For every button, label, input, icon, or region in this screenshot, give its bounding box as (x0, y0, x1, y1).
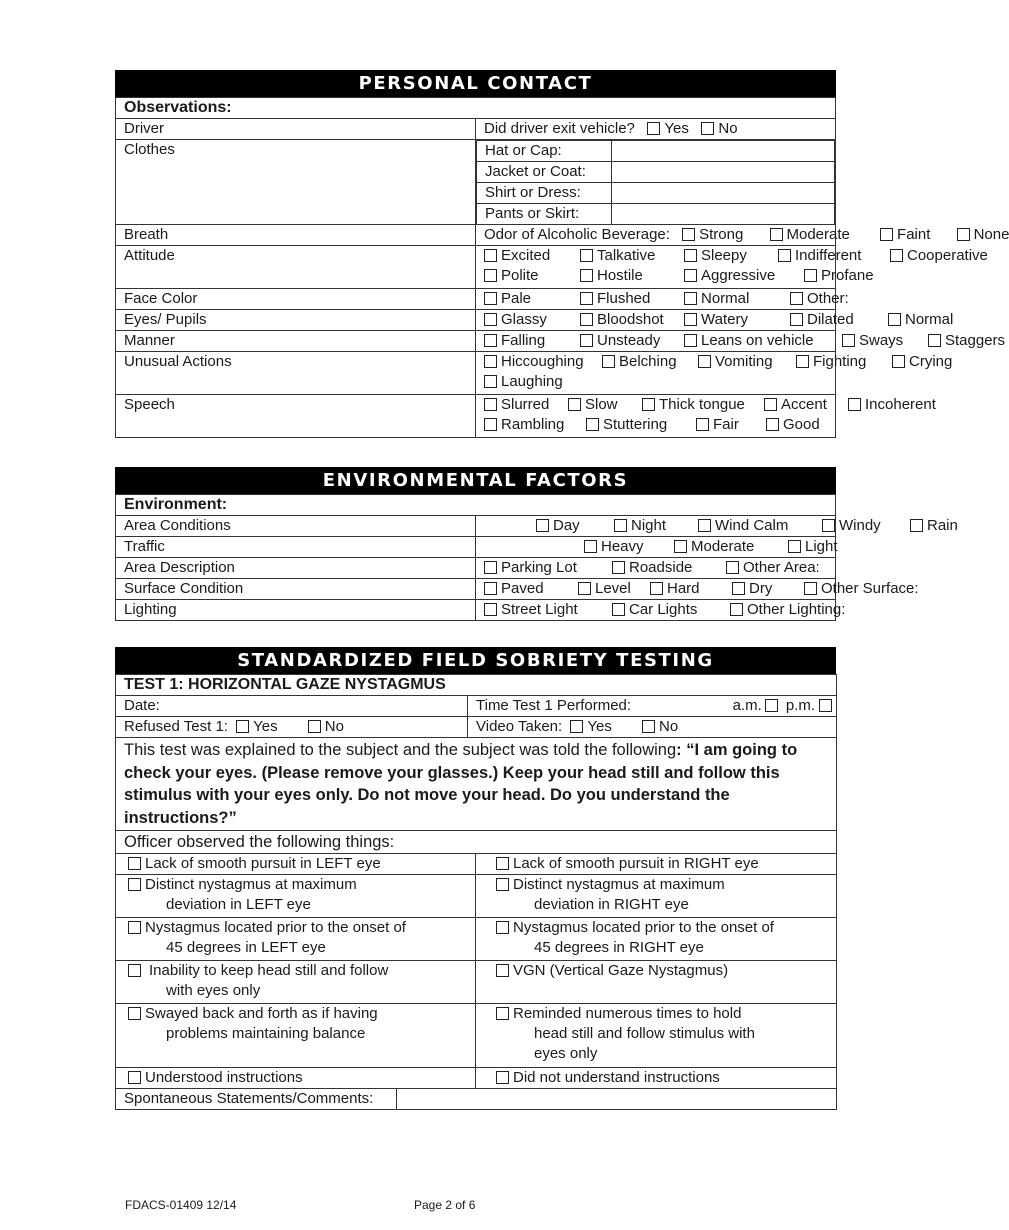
obs-vgn-label: VGN (Vertical Gaze Nystagmus) (513, 962, 729, 979)
traffic-row (116, 537, 836, 558)
hat-label: Hat or Cap: (477, 141, 612, 162)
refused-test-label: Refused Test 1: (124, 718, 228, 735)
traffic-moderate-checkbox[interactable] (674, 540, 687, 553)
obs-not-understood-checkbox[interactable] (496, 1071, 509, 1084)
obs-head-still-checkbox[interactable] (128, 964, 141, 977)
area-parking-lot-label: Parking Lot (501, 559, 577, 576)
statements-field[interactable] (397, 1089, 837, 1110)
area-roadside-checkbox[interactable] (612, 561, 625, 574)
obs-understood-checkbox[interactable] (128, 1071, 141, 1084)
attitude-indifferent-checkbox[interactable] (778, 249, 791, 262)
attitude-excited-checkbox[interactable] (484, 249, 497, 262)
breath-moderate-checkbox[interactable] (770, 228, 783, 241)
face-pale-checkbox[interactable] (484, 292, 497, 305)
breath-strong-label: Strong (699, 226, 744, 243)
area-roadside-label: Roadside (629, 559, 693, 576)
face-color-label: Face Color (116, 289, 476, 310)
obs-swayed-cont: problems maintaining balance (166, 1025, 366, 1042)
instructions-row (116, 738, 837, 831)
obs-left-max-deviation-cont: deviation in LEFT eye (166, 896, 311, 913)
attitude-aggressive-checkbox[interactable] (684, 269, 697, 282)
attitude-sleepy-checkbox[interactable] (684, 249, 697, 262)
attitude-excited-label: Excited (501, 247, 551, 264)
manner-falling-label: Falling (501, 332, 546, 349)
refused-yes-checkbox[interactable] (236, 720, 249, 733)
obs-left-onset-cont: 45 degrees in LEFT eye (166, 939, 326, 956)
clothes-row (116, 140, 836, 225)
surface-hard-label: Hard (667, 580, 700, 597)
obs-right-onset-label: Nystagmus located prior to the onset of (513, 919, 774, 936)
obs-reminded-cont: head still and follow stimulus with (534, 1025, 755, 1042)
video-taken-label: Video Taken: (476, 718, 563, 735)
traffic-moderate-label: Moderate (691, 538, 755, 555)
surface-other-label: Other Surface: (821, 580, 919, 597)
manner-leans-checkbox[interactable] (684, 334, 697, 347)
speech-fair-label: Fair (713, 416, 739, 433)
instructions-plain: This test was explained to the subject and the subject was told the following (124, 741, 677, 759)
obs-row-2 (116, 875, 837, 918)
obs-left-onset-checkbox[interactable] (128, 921, 141, 934)
area-description-row (116, 558, 836, 579)
speech-good-checkbox[interactable] (766, 418, 779, 431)
obs-head-still-cont: with eyes only (166, 982, 261, 999)
manner-unsteady-label: Unsteady (597, 332, 661, 349)
unusual-fighting-checkbox[interactable] (796, 355, 809, 368)
breath-moderate-label: Moderate (786, 226, 850, 243)
speech-slow-label: Slow (585, 396, 618, 413)
area-wind-calm-checkbox[interactable] (698, 519, 711, 532)
unusual-belching-checkbox[interactable] (602, 355, 615, 368)
breath-none-checkbox[interactable] (957, 228, 970, 241)
clothes-label: Clothes (116, 140, 476, 225)
speech-label: Speech (116, 395, 476, 438)
face-normal-checkbox[interactable] (684, 292, 697, 305)
driver-exit-no-checkbox[interactable] (701, 122, 714, 135)
eyes-dilated-checkbox[interactable] (790, 313, 803, 326)
shirt-field[interactable] (612, 183, 835, 204)
speech-good-label: Good (783, 416, 820, 433)
environmental-factors-title: ENVIRONMENTAL FACTORS (115, 467, 836, 494)
unusual-hiccoughing-label: Hiccoughing (501, 353, 584, 370)
surface-dry-checkbox[interactable] (732, 582, 745, 595)
driver-row (116, 119, 836, 140)
unusual-actions-row (116, 352, 836, 395)
observed-row (116, 831, 837, 854)
lighting-street-checkbox[interactable] (484, 603, 497, 616)
environmental-factors-section (115, 467, 958, 621)
eyes-normal-checkbox[interactable] (888, 313, 901, 326)
speech-thick-tongue-label: Thick tongue (659, 396, 745, 413)
traffic-light-checkbox[interactable] (788, 540, 801, 553)
lighting-label: Lighting (116, 600, 476, 621)
statements-label: Spontaneous Statements/Comments: (116, 1089, 397, 1110)
attitude-profane-checkbox[interactable] (804, 269, 817, 282)
statements-table (115, 1089, 837, 1110)
obs-row-6 (116, 1068, 837, 1089)
personal-contact-table (115, 97, 1009, 438)
observations-grid (115, 854, 837, 1089)
unusual-hiccoughing-checkbox[interactable] (484, 355, 497, 368)
obs-left-onset-label: Nystagmus located prior to the onset of (145, 919, 406, 936)
driver-exit-question: Did driver exit vehicle? (484, 120, 635, 137)
eyes-bloodshot-checkbox[interactable] (580, 313, 593, 326)
manner-sways-checkbox[interactable] (842, 334, 855, 347)
speech-thick-tongue-checkbox[interactable] (642, 398, 655, 411)
lighting-row (116, 600, 836, 621)
lighting-car-label: Car Lights (629, 601, 698, 618)
area-windy-label: Windy (839, 517, 881, 534)
manner-row (116, 331, 836, 352)
video-no-checkbox[interactable] (642, 720, 655, 733)
breath-strong-checkbox[interactable] (682, 228, 695, 241)
unusual-fighting-label: Fighting (813, 353, 867, 370)
face-color-row (116, 289, 836, 310)
face-pale-label: Pale (501, 290, 532, 307)
observations-heading: Observations: (116, 98, 836, 119)
pants-field[interactable] (612, 204, 835, 225)
eyes-pupils-row (116, 310, 836, 331)
speech-rambling-checkbox[interactable] (484, 418, 497, 431)
face-flushed-label: Flushed (597, 290, 651, 307)
speech-slurred-label: Slurred (501, 396, 550, 413)
attitude-hostile-label: Hostile (597, 267, 643, 284)
attitude-indifferent-label: Indifferent (795, 247, 862, 264)
date-label: Date: (124, 697, 160, 714)
driver-exit-yes-checkbox[interactable] (647, 122, 660, 135)
speech-slurred-checkbox[interactable] (484, 398, 497, 411)
surface-paved-label: Paved (501, 580, 544, 597)
surface-hard-checkbox[interactable] (650, 582, 663, 595)
pm-checkbox[interactable] (819, 699, 832, 712)
manner-unsteady-checkbox[interactable] (580, 334, 593, 347)
driver-label: Driver (116, 119, 476, 140)
environmental-factors-table (115, 494, 958, 621)
video-no-label: No (659, 718, 679, 735)
manner-sways-label: Sways (859, 332, 904, 349)
obs-swayed-label: Swayed back and forth as if having (145, 1005, 378, 1022)
speech-slow-checkbox[interactable] (568, 398, 581, 411)
pants-label: Pants or Skirt: (477, 204, 612, 225)
attitude-polite-checkbox[interactable] (484, 269, 497, 282)
face-other-checkbox[interactable] (790, 292, 803, 305)
traffic-heavy-checkbox[interactable] (584, 540, 597, 553)
eyes-glassy-label: Glassy (501, 311, 547, 328)
refused-no-checkbox[interactable] (308, 720, 321, 733)
obs-left-max-deviation-checkbox[interactable] (128, 878, 141, 891)
speech-incoherent-checkbox[interactable] (848, 398, 861, 411)
face-normal-label: Normal (701, 290, 750, 307)
area-other-checkbox[interactable] (726, 561, 739, 574)
breath-row (116, 225, 836, 246)
attitude-talkative-label: Talkative (597, 247, 656, 264)
unusual-laughing-checkbox[interactable] (484, 375, 497, 388)
speech-incoherent-label: Incoherent (865, 396, 936, 413)
speech-row (116, 395, 836, 438)
manner-staggers-label: Staggers (945, 332, 1006, 349)
breath-faint-label: Faint (897, 226, 931, 243)
time-performed-label: Time Test 1 Performed: (476, 697, 632, 714)
eyes-pupils-label: Eyes/ Pupils (116, 310, 476, 331)
obs-row-5 (116, 1004, 837, 1068)
attitude-label: Attitude (116, 246, 476, 289)
attitude-cooperative-checkbox[interactable] (890, 249, 903, 262)
obs-reminded-label: Reminded numerous times to hold (513, 1005, 742, 1022)
obs-understood-label: Understood instructions (145, 1069, 303, 1086)
attitude-hostile-checkbox[interactable] (580, 269, 593, 282)
test1-heading: TEST 1: HORIZONTAL GAZE NYSTAGMUS (116, 675, 837, 696)
lighting-other-label: Other Lighting: (747, 601, 846, 618)
unusual-crying-label: Crying (909, 353, 953, 370)
obs-reminded-cont-2: eyes only (534, 1045, 598, 1062)
jacket-field[interactable] (612, 162, 835, 183)
traffic-heavy-label: Heavy (601, 538, 644, 555)
area-day-label: Day (553, 517, 580, 534)
surface-condition-row (116, 579, 836, 600)
refused-yes-label: Yes (253, 718, 278, 735)
eyes-normal-label: Normal (905, 311, 954, 328)
attitude-cooperative-label: Cooperative (907, 247, 988, 264)
sfst-title: STANDARDIZED FIELD SOBRIETY TESTING (115, 647, 836, 674)
area-wind-calm-label: Wind Calm (715, 517, 789, 534)
speech-stuttering-label: Stuttering (603, 416, 668, 433)
refused-video-row (116, 717, 837, 738)
refused-no-label: No (324, 718, 344, 735)
obs-right-onset-checkbox[interactable] (496, 921, 509, 934)
surface-dry-label: Dry (749, 580, 773, 597)
yes-label: Yes (664, 120, 689, 137)
instructions-bold: : “I am going to check your eyes. (Please remove your glasses.) Keep your head still and follow this stimulus with your eyes only. Do not move your head. Do you understand the instructions?” (124, 741, 798, 827)
date-time-row (116, 696, 837, 717)
surface-condition-label: Surface Condition (116, 579, 476, 600)
am-label: a.m. (732, 697, 762, 714)
area-night-checkbox[interactable] (614, 519, 627, 532)
obs-right-max-deviation-checkbox[interactable] (496, 878, 509, 891)
eyes-watery-label: Watery (701, 311, 748, 328)
page-number: Page 2 of 6 (414, 1198, 476, 1212)
area-rain-label: Rain (927, 517, 958, 534)
obs-vgn-checkbox[interactable] (496, 964, 509, 977)
manner-leans-label: Leans on vehicle (701, 332, 814, 349)
area-description-label: Area Description (116, 558, 476, 579)
sfst-table (115, 674, 837, 854)
breath-faint-checkbox[interactable] (880, 228, 893, 241)
date-field[interactable] (116, 696, 468, 717)
area-parking-lot-checkbox[interactable] (484, 561, 497, 574)
lighting-car-checkbox[interactable] (612, 603, 625, 616)
no-label: No (718, 120, 738, 137)
instructions-text (116, 738, 837, 831)
traffic-label: Traffic (116, 537, 476, 558)
eyes-glassy-checkbox[interactable] (484, 313, 497, 326)
obs-swayed-checkbox[interactable] (128, 1007, 141, 1020)
manner-falling-checkbox[interactable] (484, 334, 497, 347)
speech-fair-checkbox[interactable] (696, 418, 709, 431)
area-rain-checkbox[interactable] (910, 519, 923, 532)
environment-heading: Environment: (116, 495, 836, 516)
surface-other-checkbox[interactable] (804, 582, 817, 595)
area-conditions-row (116, 516, 836, 537)
manner-label: Manner (116, 331, 476, 352)
attitude-aggressive-label: Aggressive (701, 267, 776, 284)
obs-left-max-deviation-label: Distinct nystagmus at maximum (145, 876, 357, 893)
lighting-other-checkbox[interactable] (730, 603, 743, 616)
area-night-label: Night (631, 517, 667, 534)
obs-head-still-label: Inability to keep head still and follow (149, 962, 389, 979)
attitude-profane-label: Profane (821, 267, 874, 284)
eyes-bloodshot-label: Bloodshot (597, 311, 664, 328)
obs-not-understood-label: Did not understand instructions (513, 1069, 720, 1086)
pm-label: p.m. (785, 697, 816, 714)
unusual-actions-label: Unusual Actions (116, 352, 476, 395)
eyes-dilated-label: Dilated (807, 311, 854, 328)
obs-row-4 (116, 961, 837, 1004)
unusual-vomiting-checkbox[interactable] (698, 355, 711, 368)
lighting-street-label: Street Light (501, 601, 578, 618)
area-other-label: Other Area: (743, 559, 820, 576)
traffic-light-label: Light (805, 538, 838, 555)
observed-heading: Officer observed the following things: (116, 831, 837, 854)
obs-right-onset-cont: 45 degrees in RIGHT eye (534, 939, 704, 956)
jacket-label: Jacket or Coat: (477, 162, 612, 183)
obs-right-max-deviation-cont: deviation in RIGHT eye (534, 896, 689, 913)
attitude-sleepy-label: Sleepy (701, 247, 747, 264)
attitude-polite-label: Polite (501, 267, 539, 284)
face-flushed-checkbox[interactable] (580, 292, 593, 305)
obs-right-smooth-checkbox[interactable] (496, 857, 509, 870)
obs-left-smooth-checkbox[interactable] (128, 857, 141, 870)
breath-none-label: None (973, 226, 1009, 243)
obs-right-max-deviation-label: Distinct nystagmus at maximum (513, 876, 725, 893)
personal-contact-section (115, 70, 1009, 438)
surface-paved-checkbox[interactable] (484, 582, 497, 595)
attitude-row (116, 246, 836, 289)
unusual-laughing-label: Laughing (501, 373, 563, 390)
shirt-label: Shirt or Dress: (477, 183, 612, 204)
surface-level-checkbox[interactable] (578, 582, 591, 595)
obs-reminded-checkbox[interactable] (496, 1007, 509, 1020)
form-number: FDACS-01409 12/14 (125, 1198, 237, 1212)
unusual-vomiting-label: Vomiting (715, 353, 773, 370)
obs-left-smooth-label: Lack of smooth pursuit in LEFT eye (145, 855, 381, 872)
speech-stuttering-checkbox[interactable] (586, 418, 599, 431)
obs-row-3 (116, 918, 837, 961)
face-other-label: Other: (807, 290, 849, 307)
area-day-checkbox[interactable] (536, 519, 549, 532)
hat-field[interactable] (612, 141, 835, 162)
am-checkbox[interactable] (765, 699, 778, 712)
obs-row-1 (116, 854, 837, 875)
attitude-talkative-checkbox[interactable] (580, 249, 593, 262)
speech-accent-label: Accent (781, 396, 827, 413)
area-windy-checkbox[interactable] (822, 519, 835, 532)
video-yes-checkbox[interactable] (570, 720, 583, 733)
video-yes-label: Yes (587, 718, 612, 735)
sfst-section (115, 647, 836, 1110)
breath-prompt: Odor of Alcoholic Beverage: (484, 226, 670, 243)
eyes-watery-checkbox[interactable] (684, 313, 697, 326)
unusual-crying-checkbox[interactable] (892, 355, 905, 368)
statements-row (116, 1089, 837, 1110)
surface-level-label: Level (595, 580, 631, 597)
speech-rambling-label: Rambling (501, 416, 565, 433)
area-conditions-label: Area Conditions (116, 516, 476, 537)
speech-accent-checkbox[interactable] (764, 398, 777, 411)
breath-label: Breath (116, 225, 476, 246)
unusual-belching-label: Belching (619, 353, 677, 370)
obs-right-smooth-label: Lack of smooth pursuit in RIGHT eye (513, 855, 759, 872)
manner-staggers-checkbox[interactable] (928, 334, 941, 347)
personal-contact-title: PERSONAL CONTACT (115, 70, 836, 97)
